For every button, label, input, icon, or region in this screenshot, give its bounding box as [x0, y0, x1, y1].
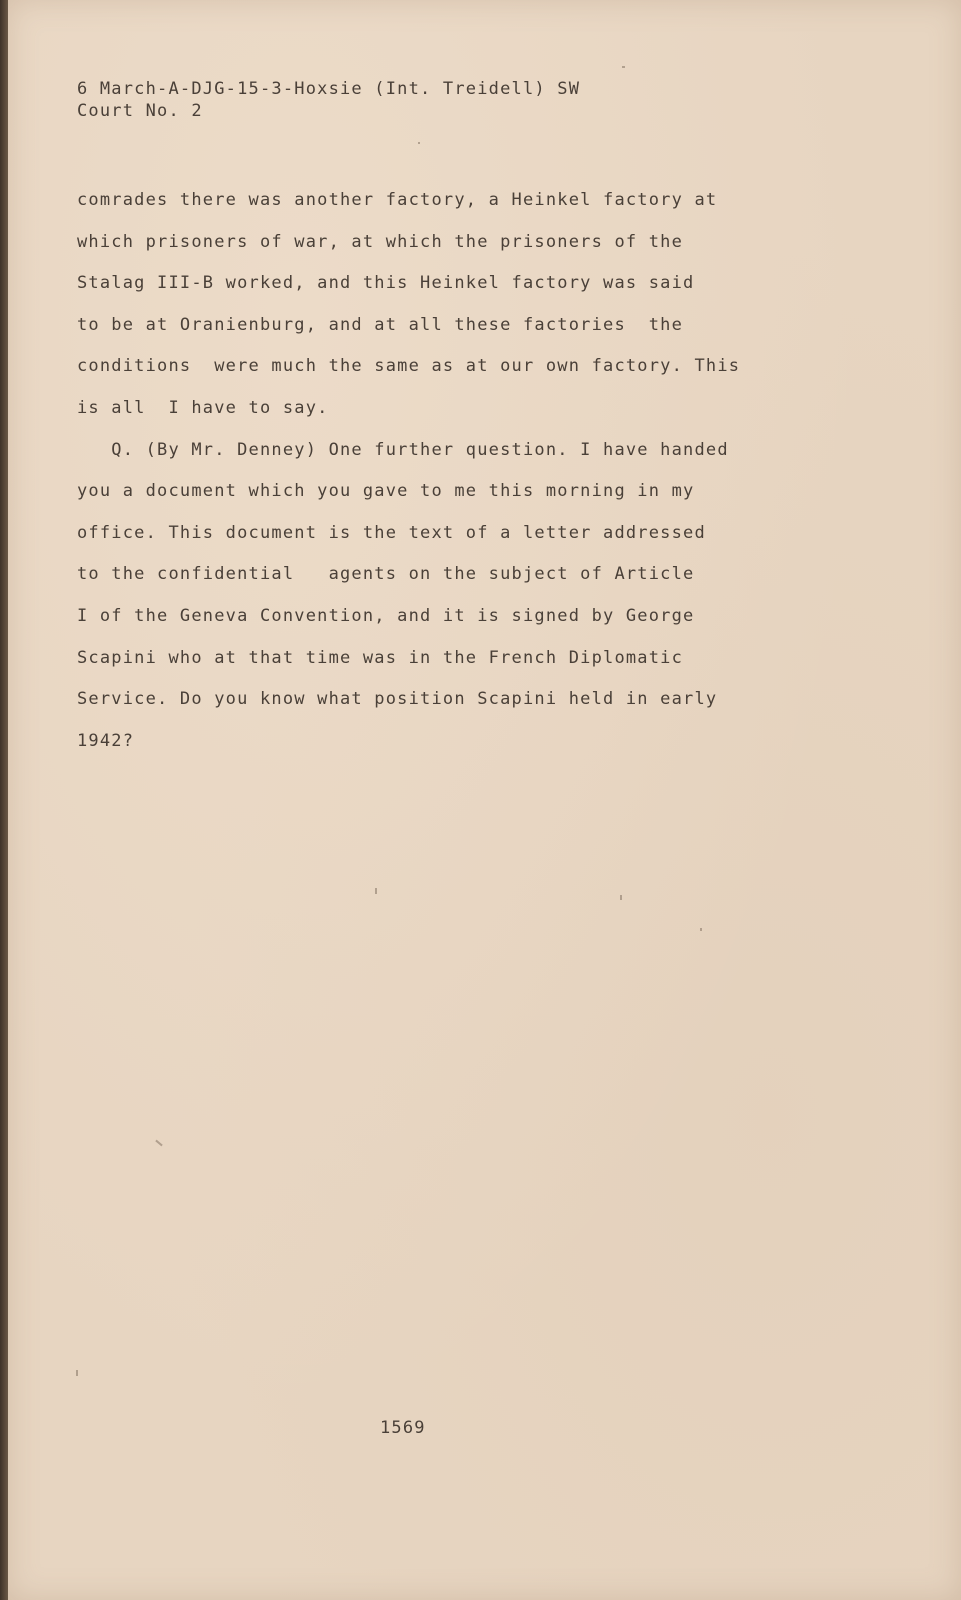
scan-edge [0, 0, 8, 1600]
paper-speck [155, 1140, 162, 1147]
paper-speck [375, 888, 377, 894]
header-line-1: 6 March-A-DJG-15-3-Hoxsie (Int. Treidell) SW [77, 79, 581, 99]
paper-speck [620, 895, 622, 900]
body-line: comrades there was another factory, a Heinkel factory at [77, 190, 718, 210]
paper-speck [622, 66, 625, 68]
body-line: to be at Oranienburg, and at all these factories the [77, 314, 684, 335]
body-line: is all I have to say. [77, 397, 329, 418]
body-line: which prisoners of war, at which the prisoners of the [77, 231, 684, 252]
body-line: Stalag III-B worked, and this Heinkel factory was said [77, 273, 695, 294]
page-number: 1569 [380, 1418, 426, 1438]
paper-speck [418, 142, 420, 144]
body-line: Service. Do you know what position Scapini held in early [77, 689, 718, 710]
paper-speck [76, 1370, 78, 1376]
header-line-2: Court No. 2 [77, 101, 203, 121]
document-header [77, 78, 580, 122]
body-line: I of the Geneva Convention, and it is signed by George [77, 605, 695, 626]
document-body [77, 180, 740, 762]
body-line: Scapini who at that time was in the French Diplomatic [77, 647, 684, 668]
body-line: office. This document is the text of a letter addressed [77, 522, 706, 543]
body-line: Q. (By Mr. Denney) One further question. I have handed [77, 439, 729, 460]
body-line: you a document which you gave to me this morning in my [77, 481, 695, 502]
body-line: to the confidential agents on the subject of Article [77, 564, 695, 585]
body-line: 1942? [77, 730, 135, 751]
body-line: conditions were much the same as at our own factory. This [77, 356, 741, 377]
paper-speck [700, 928, 702, 931]
